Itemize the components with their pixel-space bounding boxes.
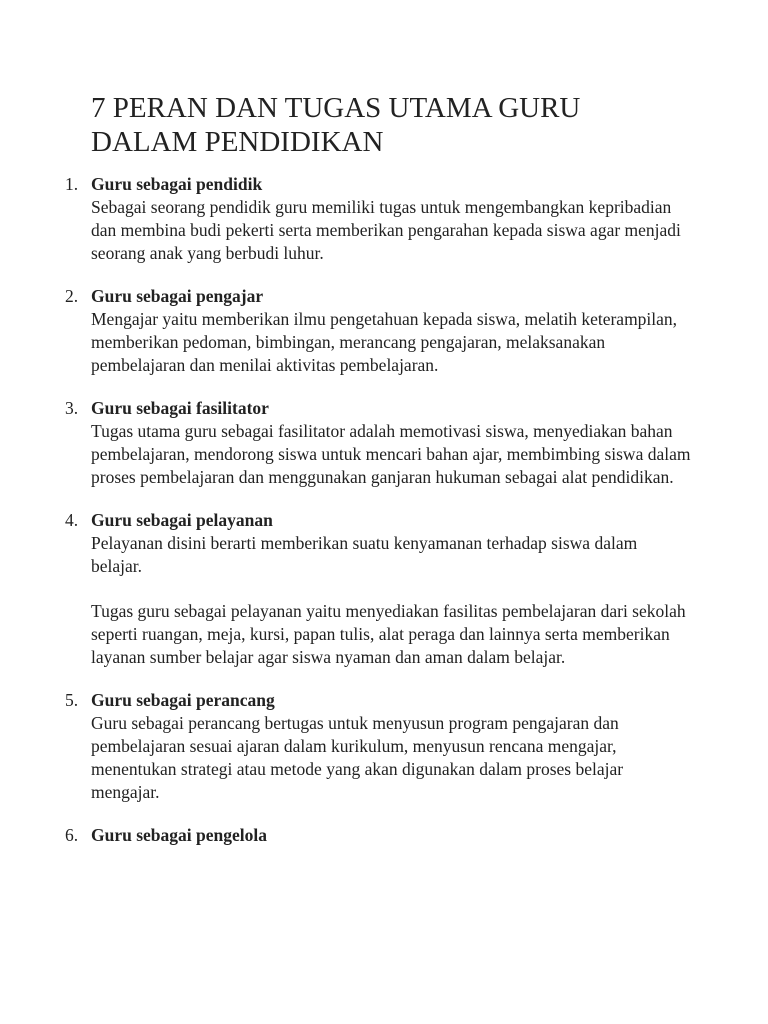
list-item-paragraph: Tugas guru sebagai pelayanan yaitu menyediakan fasilitas pembelajaran dari sekolah seperti ruangan, meja, kursi, papan tulis, alat peraga dan lainnya serta memberikan layanan sumber belajar agar siswa nyaman dan aman dalam belajar. (91, 601, 686, 667)
list-item (0, 689, 691, 804)
list-item-heading: Guru sebagai perancang (91, 690, 275, 710)
list-item-paragraph: Mengajar yaitu memberikan ilmu pengetahuan kepada siswa, melatih keterampilan, memberikan pedoman, bimbingan, merancang pengajaran, melaksanakan pembelajaran dan menilai aktivitas pembelajaran. (91, 309, 678, 375)
list-item (0, 285, 691, 377)
list-item-paragraph: Pelayanan disini berarti memberikan suatu kenyamanan terhadap siswa dalam belajar. (91, 533, 638, 576)
list-item-heading: Guru sebagai fasilitator (91, 398, 269, 418)
list-item-number: 3. (65, 398, 79, 418)
list-item-number: 5. (65, 690, 79, 710)
list-item-number: 1. (65, 174, 79, 194)
list-item-paragraph: Sebagai seorang pendidik guru memiliki tugas untuk mengembangkan kepribadian dan membina budi pekerti serta memberikan pengarahan kepada siswa agar menjadi seorang anak yang berbudi luhur. (91, 197, 681, 263)
list-item-heading: Guru sebagai pengelola (91, 825, 267, 845)
page-title (91, 91, 691, 159)
list-item (0, 509, 691, 669)
list-item-number: 2. (65, 286, 79, 306)
list-item-paragraph: Guru sebagai perancang bertugas untuk menyusun program pengajaran dan pembelajaran sesuai ajaran dalam kurikulum, menyusun rencana mengajar, menentukan strategi atau metode yang akan digunakan dalam proses belajar mengajar. (91, 713, 624, 802)
list-item (0, 397, 691, 489)
list-item-heading: Guru sebagai pendidik (91, 174, 263, 194)
roles-list (0, 173, 768, 867)
list-item (0, 824, 691, 847)
title-line-1: 7 PERAN DAN TUGAS UTAMA GURU (91, 92, 581, 124)
list-item (0, 173, 691, 265)
list-item-number: 6. (65, 825, 79, 845)
list-item-paragraph: Tugas utama guru sebagai fasilitator adalah memotivasi siswa, menyediakan bahan pembelajaran, mendorong siswa untuk mencari bahan ajar, membimbing siswa dalam proses pembelajaran dan menggunakan ganjaran hukuman sebagai alat pendidikan. (91, 421, 691, 487)
list-item-heading: Guru sebagai pengajar (91, 286, 264, 306)
list-item-heading: Guru sebagai pelayanan (91, 510, 273, 530)
title-line-2: DALAM PENDIDIKAN (91, 126, 384, 158)
list-item-number: 4. (65, 510, 79, 530)
